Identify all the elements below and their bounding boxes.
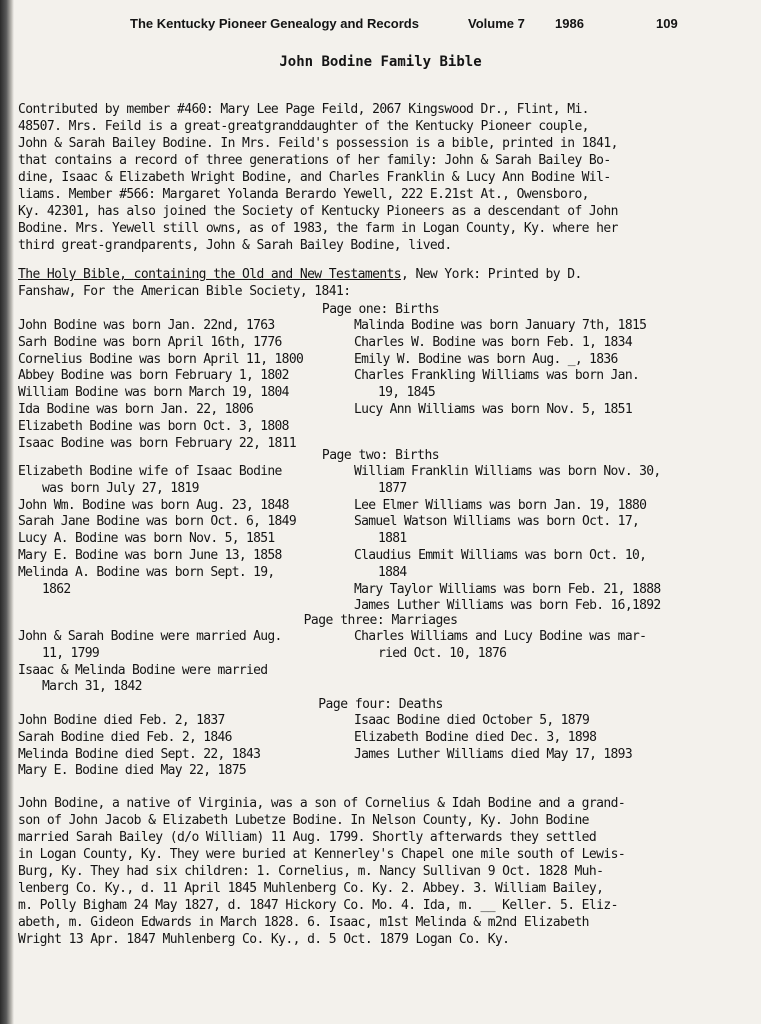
closing-line: m. Polly Bigham 24 May 1827, d. 1847 Hickory Co. Mo. 4. Ida, m. __ Keller. 5. Eliz- xyxy=(18,898,618,913)
birth-entry: Melinda A. Bodine was born Sept. 19, xyxy=(18,564,275,580)
closing-line: Wright 13 Apr. 1847 Muhlenberg Co. Ky., d. 5 Oct. 1879 Logan Co. Ky. xyxy=(18,932,510,947)
page-one-left-column xyxy=(18,318,358,452)
running-header xyxy=(130,16,690,34)
intro-line: that contains a record of three generations of her family: John & Sarah Bailey Bo- xyxy=(18,153,611,168)
death-entry: Mary E. Bodine died May 22, 1875 xyxy=(18,763,247,779)
death-entry: Sarah Bodine died Feb. 2, 1846 xyxy=(18,729,232,745)
intro-line: dine, Isaac & Elizabeth Wright Bodine, and Charles Franklin & Lucy Ann Bodine Wil- xyxy=(18,170,611,185)
page-three-heading: Page three: Marriages xyxy=(303,613,458,628)
journal-title: The Kentucky Pioneer Genealogy and Records xyxy=(130,16,419,31)
bible-title-rest: , New York: Printed by D. xyxy=(401,267,582,282)
death-entry: John Bodine died Feb. 2, 1837 xyxy=(18,713,225,728)
birth-entry: Ida Bodine was born Jan. 22, 1806 xyxy=(18,401,254,417)
marriage-entry: Charles Williams and Lucy Bodine was mar- xyxy=(354,629,647,644)
birth-entry: Lucy Ann Williams was born Nov. 5, 1851 xyxy=(354,401,632,417)
birth-entry: Charles W. Bodine was born Feb. 1, 1834 xyxy=(354,334,632,350)
birth-entry: Elizabeth Bodine was born Oct. 3, 1808 xyxy=(18,418,289,434)
intro-line: 48507. Mrs. Feild is a great-greatgranddaughter of the Kentucky Pioneer couple, xyxy=(18,119,589,134)
closing-line: married Sarah Bailey (d/o William) 11 Aug. 1799. Shortly afterwards they settled xyxy=(18,830,597,845)
page-number: 109 xyxy=(656,16,678,31)
birth-entry: Abbey Bodine was born February 1, 1802 xyxy=(18,368,289,384)
page-one-heading: Page one: Births xyxy=(321,302,440,317)
page-one-right-column xyxy=(354,318,744,452)
birth-entry-continued: 1881 xyxy=(378,531,407,547)
intro-line: third great-grandparents, John & Sarah Bailey Bodine, lived. xyxy=(18,238,452,253)
birth-entry: Lucy A. Bodine was born Nov. 5, 1851 xyxy=(18,531,275,547)
birth-entry: Mary Taylor Williams was born Feb. 21, 1888 xyxy=(354,581,661,597)
marriage-entry-continued: ried Oct. 10, 1876 xyxy=(378,645,507,661)
page-three-right-column xyxy=(354,629,744,696)
birth-entry: Elizabeth Bodine wife of Isaac Bodine xyxy=(18,464,282,479)
closing-line: son of John Jacob & Elizabeth Lubetze Bodine. In Nelson County, Ky. John Bodine xyxy=(18,813,589,828)
death-entry: Melinda Bodine died Sept. 22, 1843 xyxy=(18,746,261,762)
death-entry: James Luther Williams died May 17, 1893 xyxy=(354,746,632,762)
birth-entry: Sarah Jane Bodine was born Oct. 6, 1849 xyxy=(18,514,296,530)
birth-entry: Malinda Bodine was born January 7th, 1815 xyxy=(354,318,647,333)
birth-entry: John Bodine was born Jan. 22nd, 1763 xyxy=(18,318,275,333)
intro-line: Ky. 42301, has also joined the Society of Kentucky Pioneers as a descendant of John xyxy=(18,204,618,219)
page-two-heading: Page two: Births xyxy=(321,448,440,463)
birth-entry-continued: 1884 xyxy=(378,564,407,580)
bible-title: The Holy Bible, containing the Old and New Testaments xyxy=(18,267,402,282)
year-label: 1986 xyxy=(555,16,584,31)
birth-entry: Isaac Bodine was born February 22, 1811 xyxy=(18,435,296,451)
marriage-entry-continued: 11, 1799 xyxy=(42,645,100,661)
page-two-left-column xyxy=(18,464,358,615)
closing-line: Burg, Ky. They had six children: 1. Cornelius, m. Nancy Sullivan 9 Oct. 1828 Muh- xyxy=(18,864,604,879)
birth-entry: Sarh Bodine was born April 16th, 1776 xyxy=(18,334,282,350)
birth-entry-continued: 19, 1845 xyxy=(378,385,436,401)
bible-line-1 xyxy=(18,266,738,283)
volume-label: Volume 7 xyxy=(468,16,525,31)
page-four-heading: Page four: Deaths xyxy=(318,697,443,712)
death-entry: Elizabeth Bodine died Dec. 3, 1898 xyxy=(354,729,597,745)
page-binding-shadow xyxy=(0,0,14,1024)
birth-entry: William Bodine was born March 19, 1804 xyxy=(18,385,289,401)
birth-entry-continued: 1862 xyxy=(42,581,71,597)
article-title: John Bodine Family Bible xyxy=(279,54,482,70)
death-entry xyxy=(354,763,744,780)
bible-line-2: Fanshaw, For the American Bible Society, 1841: xyxy=(18,284,351,299)
birth-entry: Charles Frankling Williams was born Jan. xyxy=(354,368,640,384)
intro-line: Contributed by member #460: Mary Lee Page Feild, 2067 Kingswood Dr., Flint, Mi. xyxy=(18,102,589,117)
page-four-right-column xyxy=(354,713,744,780)
marriage-entry: John & Sarah Bodine were married Aug. xyxy=(18,629,282,644)
intro-line: liams. Member #566: Margaret Yolanda Berardo Yewell, 222 E.21st At., Owensboro, xyxy=(18,187,589,202)
intro-line: John & Sarah Bailey Bodine. In Mrs. Feild's possession is a bible, printed in 1841, xyxy=(18,136,618,151)
intro-paragraph xyxy=(18,101,738,254)
page-three-left-column xyxy=(18,629,358,696)
birth-entry: John Wm. Bodine was born Aug. 23, 1848 xyxy=(18,497,289,513)
death-entry: Isaac Bodine died October 5, 1879 xyxy=(354,713,590,728)
birth-entry: Cornelius Bodine was born April 11, 1800 xyxy=(18,351,304,367)
closing-line: John Bodine, a native of Virginia, was a son of Cornelius & Idah Bodine and a grand- xyxy=(18,796,626,811)
closing-line: lenberg Co. Ky., d. 11 April 1845 Muhlenberg Co. Ky. 2. Abbey. 3. William Bailey, xyxy=(18,881,604,896)
birth-entry: Lee Elmer Williams was born Jan. 19, 1880 xyxy=(354,497,647,513)
page-two-right-column xyxy=(354,464,744,615)
closing-line: in Logan County, Ky. They were buried at Kennerley's Chapel one mile south of Lewis- xyxy=(18,847,626,862)
birth-entry: Samuel Watson Williams was born Oct. 17, xyxy=(354,514,640,530)
marriage-entry: Isaac & Melinda Bodine were married xyxy=(18,662,268,678)
marriage-entry xyxy=(354,679,744,696)
birth-entry: Claudius Emmit Williams was born Oct. 10, xyxy=(354,547,647,563)
bible-citation xyxy=(18,266,738,300)
intro-line: Bodine. Mrs. Yewell still owns, as of 1983, the farm in Logan County, Ky. where her xyxy=(18,221,618,236)
closing-paragraph xyxy=(18,795,738,948)
birth-entry-continued: 1877 xyxy=(378,480,407,496)
birth-entry xyxy=(354,419,744,436)
birth-entry: Emily W. Bodine was born Aug. _, 1836 xyxy=(354,351,618,367)
closing-line: abeth, m. Gideon Edwards in March 1828. 6. Isaac, m1st Melinda & m2nd Elizabeth xyxy=(18,915,589,930)
birth-entry-continued: was born July 27, 1819 xyxy=(42,480,199,496)
marriage-entry xyxy=(354,663,744,680)
marriage-entry-continued: March 31, 1842 xyxy=(42,679,142,695)
birth-entry: James Luther Williams was born Feb. 16,1892 xyxy=(354,598,661,614)
birth-entry: Mary E. Bodine was born June 13, 1858 xyxy=(18,547,282,563)
page-four-left-column xyxy=(18,713,358,780)
birth-entry: William Franklin Williams was born Nov. 30, xyxy=(354,464,661,479)
